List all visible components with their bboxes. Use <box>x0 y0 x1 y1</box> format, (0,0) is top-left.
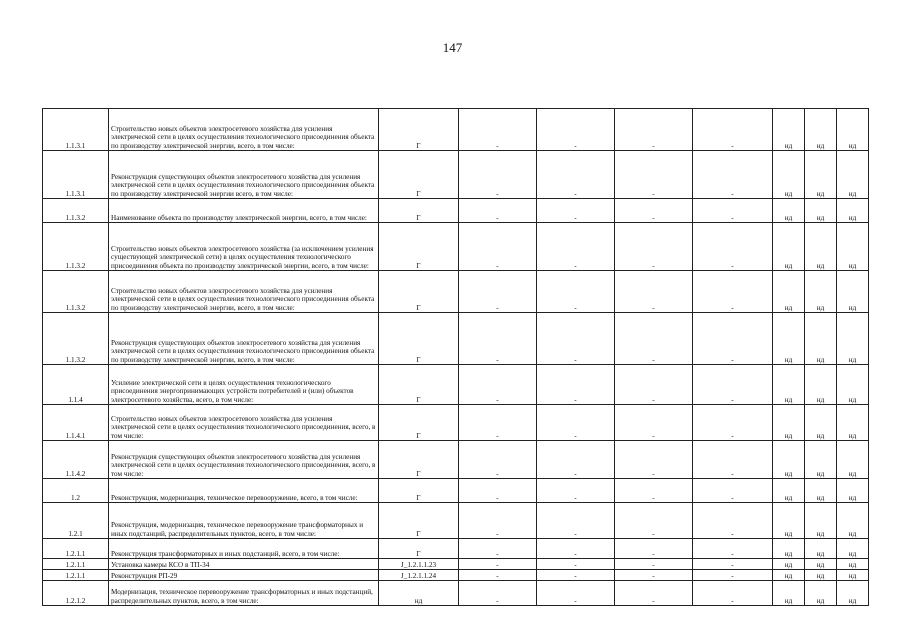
row-value: - <box>615 151 693 199</box>
row-identifier: Г <box>379 405 459 441</box>
row-value: нд <box>837 109 869 151</box>
row-value: нд <box>773 109 805 151</box>
data-table <box>42 108 869 606</box>
row-value: - <box>615 559 693 570</box>
row-value: - <box>693 581 773 606</box>
row-identifier: Г <box>379 365 459 405</box>
row-value: нд <box>773 223 805 271</box>
table-row <box>43 109 869 151</box>
row-value: нд <box>837 313 869 365</box>
row-value: нд <box>837 365 869 405</box>
row-value: нд <box>837 271 869 313</box>
row-value: нд <box>805 199 837 223</box>
row-value: нд <box>805 503 837 539</box>
row-code: 1.2.1.1 <box>43 539 109 559</box>
table-row <box>43 223 869 271</box>
row-name: Реконструкция существующих объектов электросетевого хозяйства для усиления электрической сети в целях осуществления технологического присоединения, всего, в том числе: <box>109 441 379 479</box>
row-name: Строительство новых объектов электросетевого хозяйства для усиления электрической сети в целях осуществления технологического присоединения, всего, в том числе: <box>109 405 379 441</box>
row-identifier: Г <box>379 479 459 503</box>
row-value: - <box>537 570 615 581</box>
row-value: нд <box>805 271 837 313</box>
row-value: нд <box>773 539 805 559</box>
row-value: нд <box>773 313 805 365</box>
row-code: 1.1.4.1 <box>43 405 109 441</box>
row-code: 1.2.1.1 <box>43 559 109 570</box>
row-value: нд <box>805 405 837 441</box>
row-value: - <box>459 581 537 606</box>
row-code: 1.1.3.1 <box>43 151 109 199</box>
table-row <box>43 441 869 479</box>
table-row <box>43 365 869 405</box>
row-code: 1.1.4 <box>43 365 109 405</box>
row-value: - <box>537 441 615 479</box>
table-row <box>43 539 869 559</box>
row-identifier: Г <box>379 539 459 559</box>
row-code: 1.1.3.2 <box>43 313 109 365</box>
row-value: нд <box>773 405 805 441</box>
row-value: - <box>537 151 615 199</box>
row-value: нд <box>805 151 837 199</box>
row-name: Модернизация, техническое перевооружение трансформаторных и иных подстанций, распределительных пунктов, всего, в том числе: <box>109 581 379 606</box>
row-identifier: Г <box>379 109 459 151</box>
table-row <box>43 313 869 365</box>
row-value: - <box>459 405 537 441</box>
row-value: - <box>693 199 773 223</box>
row-value: нд <box>837 199 869 223</box>
row-value: нд <box>773 581 805 606</box>
row-value: - <box>615 271 693 313</box>
row-value: нд <box>773 559 805 570</box>
row-value: нд <box>805 109 837 151</box>
row-name: Строительство новых объектов электросетевого хозяйства для усиления электрической сети в целях осуществления технологического присоединения объекта по производству электрической энергии, всего, в том числе: <box>109 109 379 151</box>
row-code: 1.2.1 <box>43 503 109 539</box>
row-value: - <box>693 405 773 441</box>
row-code: 1.1.3.2 <box>43 271 109 313</box>
row-code: 1.1.3.2 <box>43 223 109 271</box>
row-value: - <box>459 313 537 365</box>
row-value: - <box>693 479 773 503</box>
row-value: - <box>537 479 615 503</box>
row-value: нд <box>805 539 837 559</box>
row-value: - <box>537 539 615 559</box>
row-value: - <box>459 151 537 199</box>
row-name: Реконструкция, модернизация, техническое перевооружение, всего, в том числе: <box>109 479 379 503</box>
row-identifier: нд <box>379 581 459 606</box>
table-row <box>43 559 869 570</box>
row-value: нд <box>837 570 869 581</box>
row-name: Строительство новых объектов электросетевого хозяйства (за исключением усиления существующей электрической сети) в целях осуществления технологического присоединения объекта по производству электрической энергии, всего, в том числе: <box>109 223 379 271</box>
row-value: - <box>459 223 537 271</box>
row-value: - <box>459 570 537 581</box>
row-name: Наименование объекта по производству электрической энергии, всего, в том числе: <box>109 199 379 223</box>
row-value: нд <box>837 223 869 271</box>
row-value: - <box>537 109 615 151</box>
row-value: - <box>615 199 693 223</box>
row-value: - <box>459 109 537 151</box>
row-value: - <box>693 503 773 539</box>
row-value: нд <box>805 581 837 606</box>
table-row <box>43 151 869 199</box>
row-identifier: J_1.2.1.1.23 <box>379 559 459 570</box>
row-value: нд <box>805 313 837 365</box>
row-identifier: Г <box>379 441 459 479</box>
row-value: - <box>459 199 537 223</box>
row-value: - <box>693 271 773 313</box>
row-value: - <box>615 479 693 503</box>
row-code: 1.2 <box>43 479 109 503</box>
row-code: 1.1.3.1 <box>43 109 109 151</box>
row-value: - <box>537 365 615 405</box>
row-code: 1.2.1.1 <box>43 570 109 581</box>
row-code: 1.2.1.2 <box>43 581 109 606</box>
row-value: - <box>459 559 537 570</box>
row-name: Реконструкция РП-29 <box>109 570 379 581</box>
row-value: нд <box>805 441 837 479</box>
row-value: нд <box>773 199 805 223</box>
row-value: нд <box>805 570 837 581</box>
table-row <box>43 479 869 503</box>
row-value: - <box>693 570 773 581</box>
row-value: - <box>459 365 537 405</box>
row-value: нд <box>773 479 805 503</box>
row-value: - <box>537 581 615 606</box>
row-value: - <box>537 405 615 441</box>
row-value: нд <box>837 151 869 199</box>
row-value: - <box>693 559 773 570</box>
row-value: нд <box>773 441 805 479</box>
row-value: нд <box>773 503 805 539</box>
row-value: нд <box>805 365 837 405</box>
row-value: нд <box>837 581 869 606</box>
row-value: - <box>615 405 693 441</box>
row-name: Реконструкция, модернизация, техническое перевооружение трансформаторных и иных подстанций, распределительных пунктов, всего, в том числе: <box>109 503 379 539</box>
table-row <box>43 503 869 539</box>
row-value: нд <box>773 365 805 405</box>
row-value: - <box>615 109 693 151</box>
row-name: Строительство новых объектов электросетевого хозяйства для усиления электрической сети в целях осуществления технологического присоединения объекта по производству электрической энергии, всего, в том числе: <box>109 271 379 313</box>
table-row <box>43 570 869 581</box>
row-value: нд <box>837 405 869 441</box>
row-value: - <box>615 313 693 365</box>
table-row <box>43 271 869 313</box>
row-value: - <box>459 271 537 313</box>
row-value: - <box>537 559 615 570</box>
page-number: 147 <box>442 40 463 55</box>
row-value: - <box>693 313 773 365</box>
row-name: Реконструкция существующих объектов электросетевого хозяйства для усиления электрической сети в целях осуществления технологического присоединения объекта по производству электрической энергии, всего, в том числе: <box>109 313 379 365</box>
row-value: нд <box>837 441 869 479</box>
row-value: нд <box>805 559 837 570</box>
row-identifier: Г <box>379 313 459 365</box>
row-value: - <box>615 223 693 271</box>
row-value: - <box>693 365 773 405</box>
row-identifier: Г <box>379 271 459 313</box>
row-value: - <box>615 365 693 405</box>
row-value: - <box>537 503 615 539</box>
row-code: 1.1.3.2 <box>43 199 109 223</box>
row-value: - <box>615 539 693 559</box>
row-value: - <box>537 199 615 223</box>
row-identifier: Г <box>379 223 459 271</box>
row-value: нд <box>805 479 837 503</box>
row-value: - <box>537 313 615 365</box>
table-row <box>43 405 869 441</box>
row-value: нд <box>773 151 805 199</box>
row-identifier: J_1.2.1.1.24 <box>379 570 459 581</box>
row-value: нд <box>837 479 869 503</box>
row-value: нд <box>837 503 869 539</box>
row-identifier: Г <box>379 503 459 539</box>
row-value: нд <box>773 271 805 313</box>
row-value: - <box>693 441 773 479</box>
row-name: Усиление электрической сети в целях осуществления технологического присоединения энергопринимающих устройств потребителей и (или) объектов электросетевого хозяйства, всего, в том числе: <box>109 365 379 405</box>
table-row <box>43 199 869 223</box>
table-row <box>43 581 869 606</box>
row-identifier: Г <box>379 151 459 199</box>
row-value: - <box>615 570 693 581</box>
row-value: - <box>693 539 773 559</box>
row-code: 1.1.4.2 <box>43 441 109 479</box>
row-value: - <box>537 223 615 271</box>
row-value: нд <box>773 570 805 581</box>
row-value: - <box>459 441 537 479</box>
row-value: - <box>459 539 537 559</box>
row-value: - <box>615 581 693 606</box>
row-value: - <box>693 223 773 271</box>
row-value: - <box>615 503 693 539</box>
row-name: Установка камеры КСО в ТП-34 <box>109 559 379 570</box>
row-value: нд <box>837 539 869 559</box>
row-value: - <box>615 441 693 479</box>
row-value: - <box>459 479 537 503</box>
row-value: - <box>693 109 773 151</box>
row-value: - <box>459 503 537 539</box>
row-value: - <box>693 151 773 199</box>
row-name: Реконструкция трансформаторных и иных подстанций, всего, в том числе: <box>109 539 379 559</box>
row-name: Реконструкция существующих объектов электросетевого хозяйства для усиления электрической сети в целях осуществления технологического присоединения объекта по производству электрической энергии всего, в том числе: <box>109 151 379 199</box>
row-value: - <box>537 271 615 313</box>
row-value: нд <box>805 223 837 271</box>
row-value: нд <box>837 559 869 570</box>
row-identifier: Г <box>379 199 459 223</box>
